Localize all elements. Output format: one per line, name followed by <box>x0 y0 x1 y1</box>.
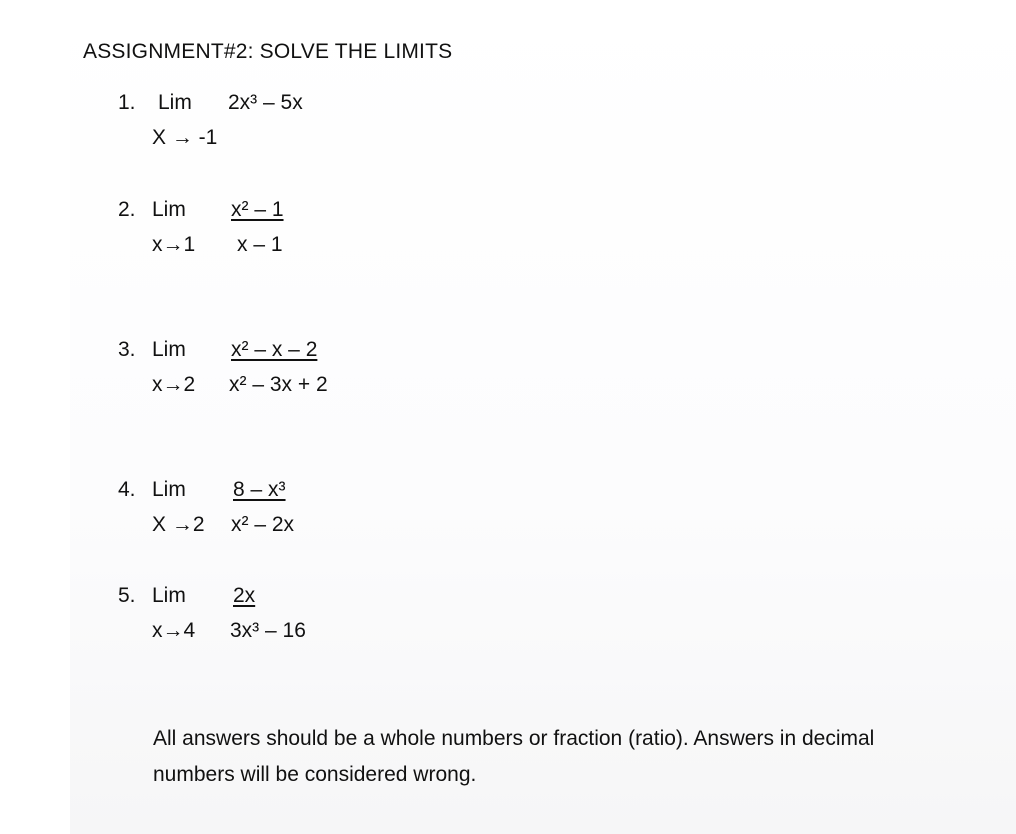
problem-number: 4. <box>118 478 136 501</box>
fraction-numerator: x² – x – 2 <box>231 338 318 361</box>
limit-expression: 2x³ – 5x <box>228 91 303 114</box>
assignment-title: ASSIGNMENT#2: SOLVE THE LIMITS <box>83 40 453 63</box>
fraction-denominator: x² – 2x <box>231 513 295 536</box>
lim-label: Lim <box>152 478 186 501</box>
fraction-denominator: x – 1 <box>237 233 283 256</box>
limit-approach: X →2 <box>152 513 205 536</box>
limit-approach: x→1 <box>152 233 196 256</box>
limit-approach: x→2 <box>152 373 196 396</box>
limit-approach: x→4 <box>152 619 196 642</box>
limit-fraction <box>231 198 284 256</box>
fraction-numerator: 2x <box>233 584 256 607</box>
fraction-denominator: 3x³ – 16 <box>230 619 306 642</box>
fraction-denominator: x² – 3x + 2 <box>229 373 328 396</box>
fraction-numerator: 8 – x³ <box>233 478 286 501</box>
problem-number: 2. <box>118 198 136 221</box>
limit-fraction <box>230 584 306 642</box>
limit-fraction <box>229 338 328 396</box>
problem-number: 1. <box>118 91 136 114</box>
lim-label: Lim <box>158 91 192 114</box>
instructions-note: All answers should be a whole numbers or fraction (ratio). Answers in decimal numbers will be considered wrong. <box>153 727 875 786</box>
limit-fraction <box>231 478 295 536</box>
problem-number: 3. <box>118 338 136 361</box>
lim-label: Lim <box>152 338 186 361</box>
lim-label: Lim <box>152 584 186 607</box>
limit-approach: X → -1 <box>152 126 218 149</box>
lim-label: Lim <box>152 198 186 221</box>
fraction-numerator: x² – 1 <box>231 198 284 221</box>
problem-number: 5. <box>118 584 136 607</box>
